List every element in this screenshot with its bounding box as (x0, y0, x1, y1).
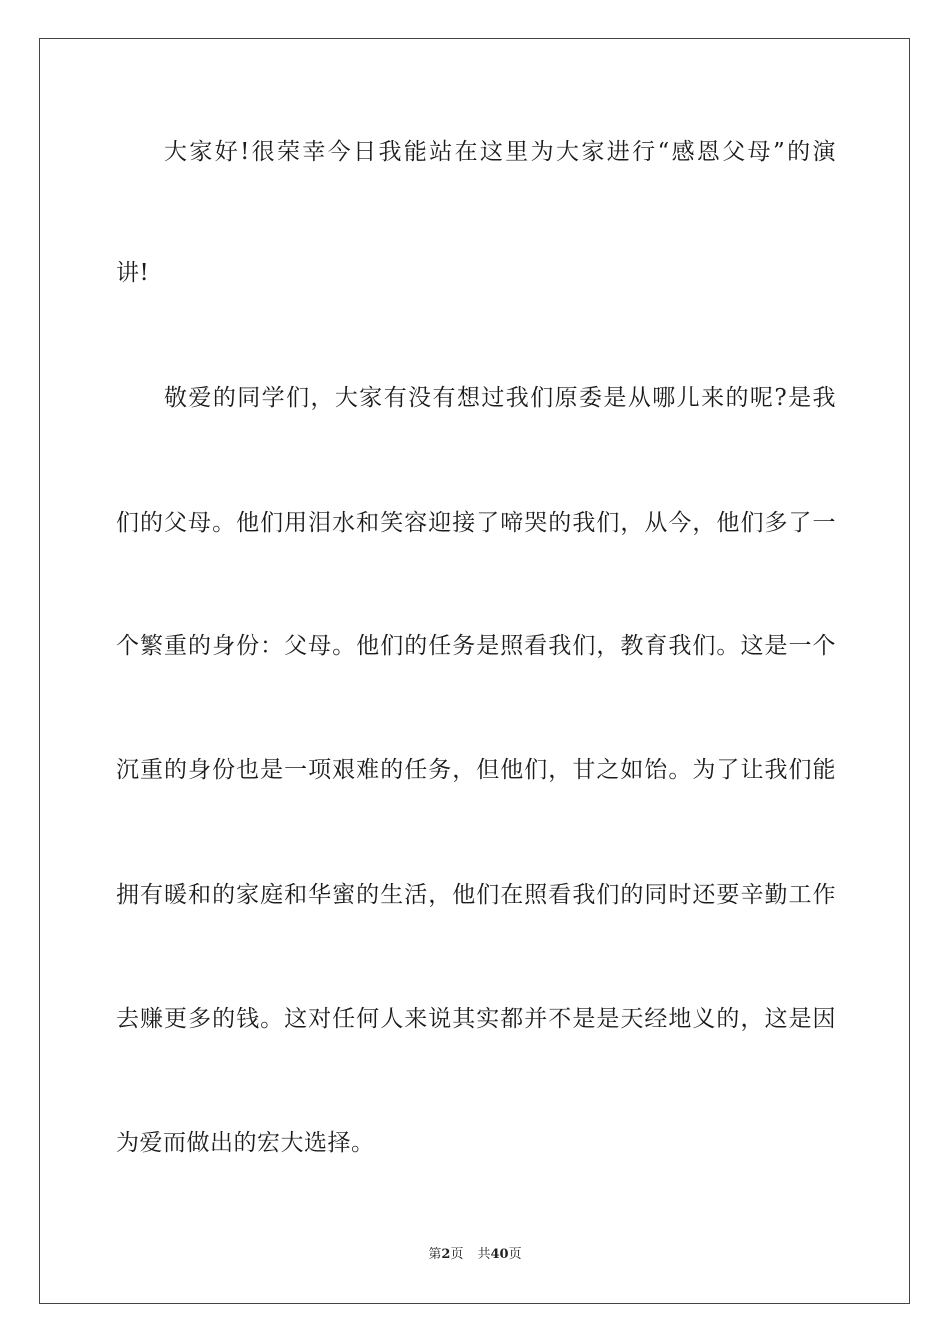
page-prefix: 第 (428, 1247, 442, 1262)
page-footer (0, 1246, 950, 1264)
total-suffix: 页 (508, 1247, 522, 1262)
paragraph-2-line-1: 敬爱的同学们，大家有没有想过我们原委是从哪儿来的呢?是我 (164, 385, 836, 411)
total-prefix: 共 (477, 1247, 491, 1262)
paragraph-1-line-1: 大家好!很荣幸今日我能站在这里为大家进行“感恩父母”的演 (164, 139, 836, 165)
page-number: 2 (441, 1247, 451, 1262)
paragraph-2-line-2: 们的父母。他们用泪水和笑容迎接了啼哭的我们，从今，他们多了一 (116, 510, 836, 536)
paragraph-2-line-5: 拥有暖和的家庭和华蜜的生活，他们在照看我们的同时还要辛勤工作 (116, 882, 836, 908)
paragraph-2-line-7: 为爱而做出的宏大选择。 (116, 1130, 375, 1156)
paragraph-2-line-4: 沉重的身份也是一项艰难的任务，但他们，甘之如饴。为了让我们能 (116, 757, 836, 783)
total-pages: 40 (490, 1247, 509, 1262)
page-suffix: 页 (450, 1247, 464, 1262)
page-border (39, 38, 910, 1304)
paragraph-2-line-6: 去赚更多的钱。这对任何人来说其实都并不是是天经地义的，这是因 (116, 1006, 836, 1032)
paragraph-2-line-3: 个繁重的身份：父母。他们的任务是照看我们，教育我们。这是一个 (116, 633, 836, 659)
paragraph-1-line-2: 讲! (116, 260, 150, 286)
